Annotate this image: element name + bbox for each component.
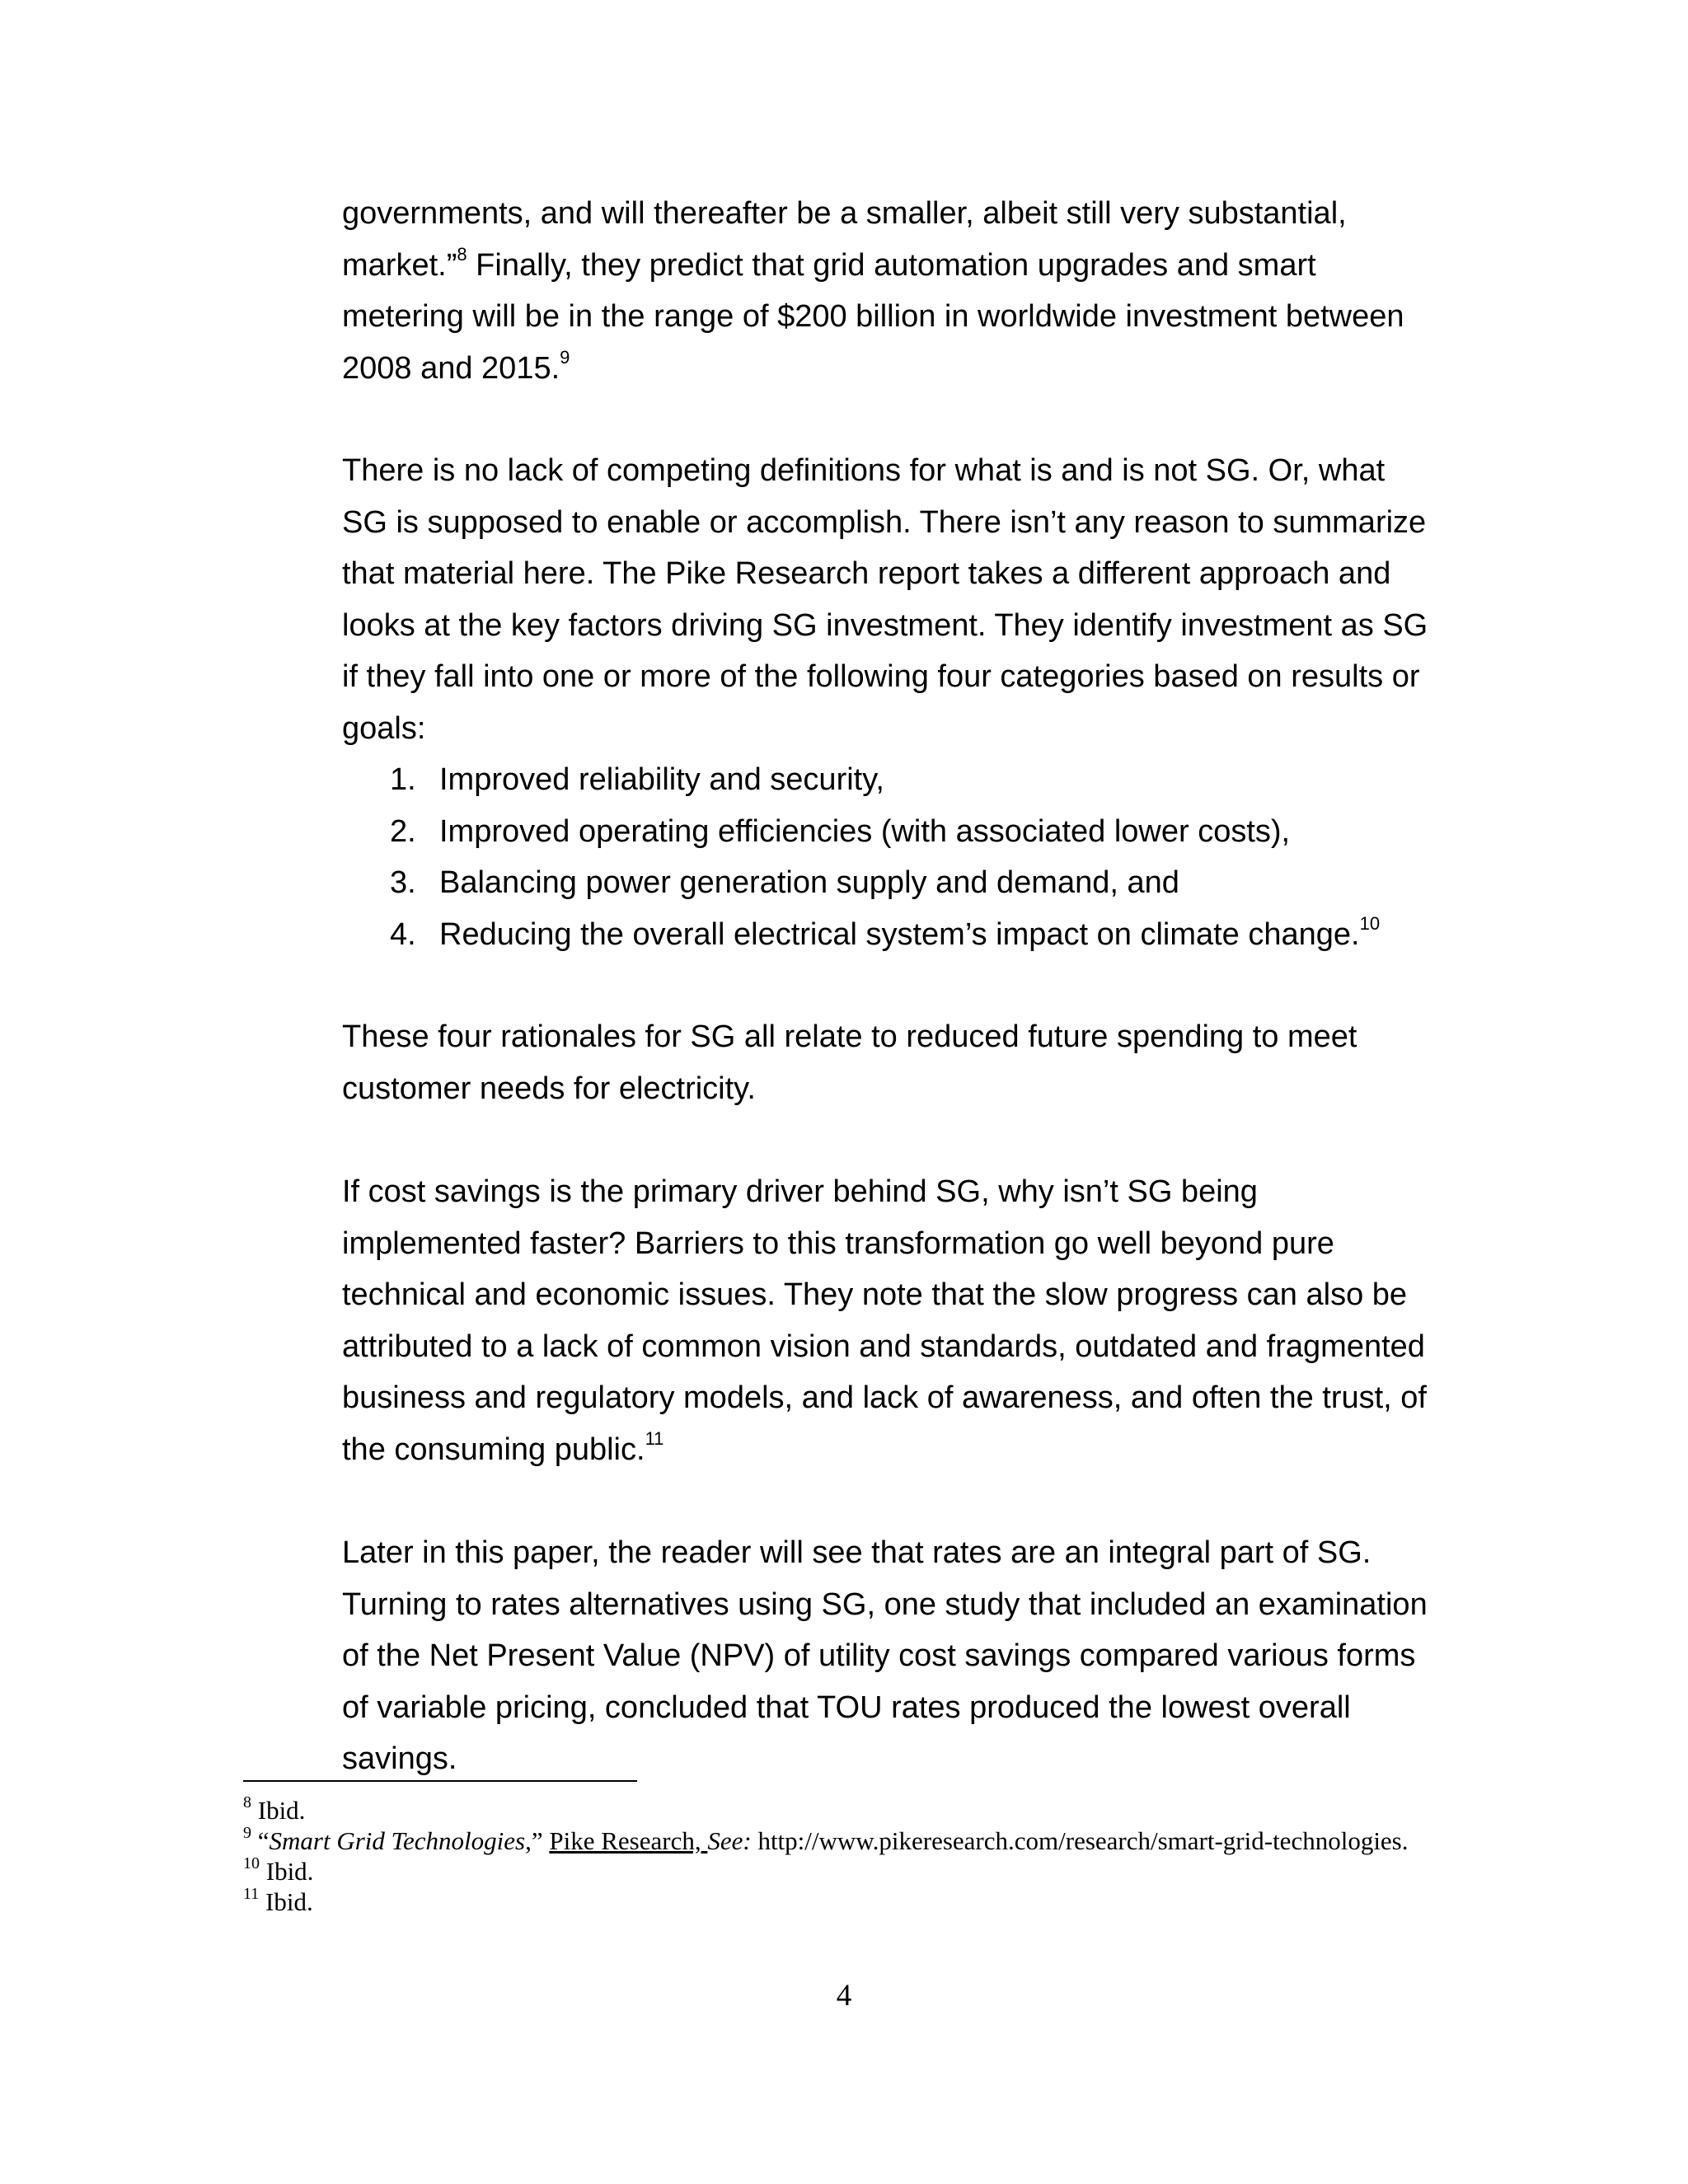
footnote-10 [243,1856,1438,1886]
footnote-11 [243,1886,1438,1917]
list-number: 2. [390,813,416,849]
footnote-8 [243,1795,1438,1825]
list-item [342,857,1438,909]
list-number: 3. [390,865,416,900]
footnote-number: 11 [243,1884,260,1903]
list-number: 4. [390,916,416,952]
footnote-ref-8[interactable]: 8 [457,243,467,265]
footnote-text: Ibid. [259,1887,313,1916]
list-item [342,754,1438,806]
footnote-number: 10 [243,1854,260,1872]
footnote-text: Ibid. [251,1796,306,1825]
footnote-source: Pike Research, [549,1826,708,1855]
footnote-9 [243,1825,1438,1856]
categories-list [342,754,1438,960]
list-item [342,909,1438,961]
footnote-see: See: [707,1826,752,1855]
list-number: 1. [390,762,416,797]
paragraph-market-forecast [342,188,1438,394]
page-number: 4 [836,1979,852,2013]
paragraph-text: If cost savings is the primary driver behind SG, why isn’t SG being implemented faster? Barriers to this transformation go well beyond pure technical and economic issues. They note that the slow progress can also be attributed to a lack of common vision and standards, outdated and fragmented business and regulatory models, and lack of awareness, and often the trust, of the consuming public. [342,1174,1427,1467]
list-item-text: Balancing power generation supply and demand, and [439,865,1179,900]
paragraph-rationales: These four rationales for SG all relate to reduced future spending to meet customer needs for electricity. [342,1019,1357,1106]
footnote-url[interactable]: http://www.pikeresearch.com/research/smart-grid-technologies. [751,1826,1409,1855]
footnote-ref-10[interactable]: 10 [1359,912,1381,934]
list-item [342,806,1438,858]
footnotes-section [243,1795,1438,1917]
footnote-quote: “ [251,1826,270,1855]
paragraph-barriers [342,1166,1438,1475]
footnote-number: 9 [243,1823,251,1842]
footnote-ref-11[interactable]: 11 [645,1427,664,1449]
footnote-ref-9[interactable]: 9 [560,346,570,368]
footnote-number: 8 [243,1793,251,1811]
list-item-text: Improved operating efficiencies (with associated lower costs), [439,813,1291,849]
list-item-text: Improved reliability and security, [439,762,884,797]
footnote-quote: ,” [525,1826,550,1855]
paragraph-text: Finally, they predict that grid automation upgrades and smart metering will be in the range of $200 billion in worldwide investment between 2008 and 2015. [342,247,1404,386]
list-item-text: Reducing the overall electrical system’s impact on climate change. [439,916,1360,952]
footnote-separator [243,1780,637,1782]
paragraph-text: governments, and will thereafter be a smaller, albeit still very substantial, market.” [342,196,1347,283]
paragraph-definitions: There is no lack of competing definitions for what is and is not SG. Or, what SG is supposed to enable or accomplish. There isn’t any reason to summarize that material here. The Pike Research report takes a different approach and looks at the key factors driving SG investment. They identify investment as SG if they fall into one or more of the following four categories based on results or goals: [342,453,1428,746]
footnote-title: Smart Grid Technologies [269,1826,526,1855]
footnote-text: Ibid. [260,1857,314,1886]
paragraph-rates: Later in this paper, the reader will see that rates are an integral part of SG. Turning to rates alternatives using SG, one study that included an examination of the Net Present Value (NPV) of utility cost savings compared various forms of variable pricing, concluded that TOU rates produced the lowest overall savings. [342,1535,1428,1776]
